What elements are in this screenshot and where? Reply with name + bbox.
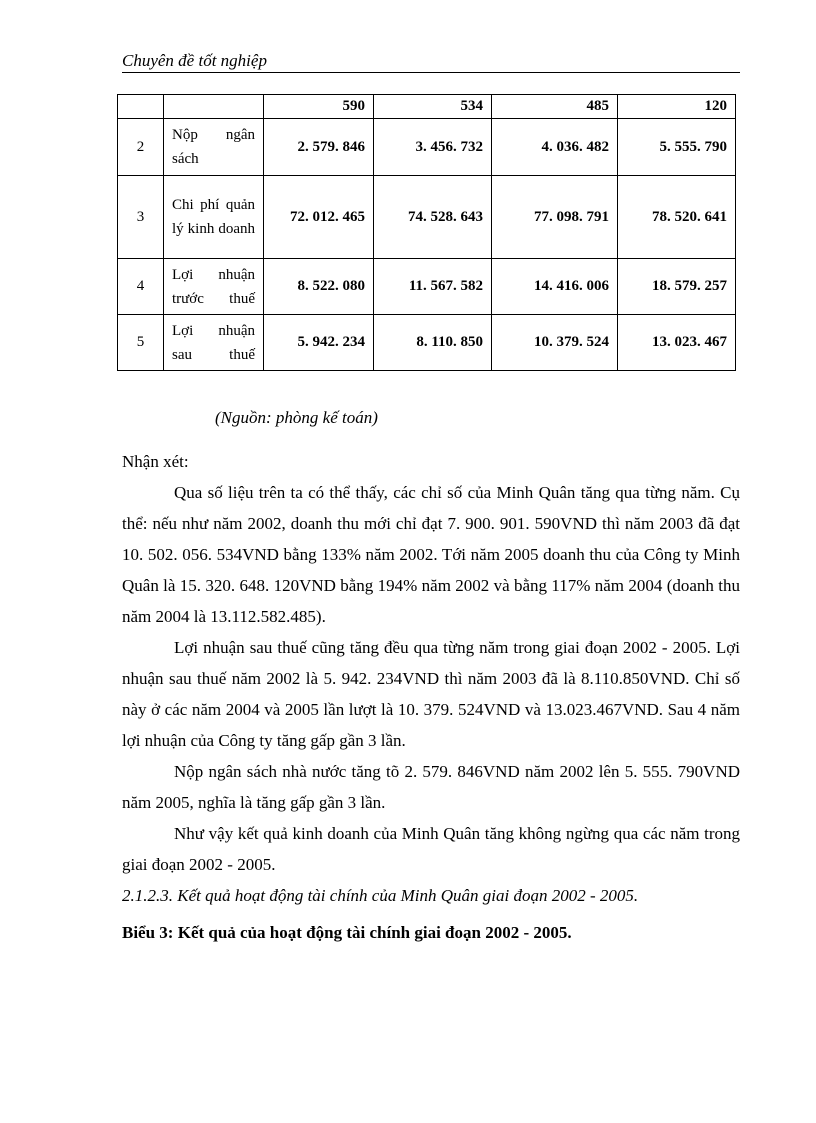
- row-number: 5: [118, 315, 164, 371]
- row-number: 2: [118, 119, 164, 176]
- table-row: [118, 95, 736, 119]
- table-row: [118, 259, 736, 315]
- cell-2003: 3. 456. 732: [374, 119, 492, 176]
- cell-2002: 590: [264, 95, 374, 119]
- cell-2005: 5. 555. 790: [618, 119, 736, 176]
- cell-2002: 8. 522. 080: [264, 259, 374, 315]
- cell-2002: 2. 579. 846: [264, 119, 374, 176]
- cell-2003: 534: [374, 95, 492, 119]
- row-label: [164, 95, 264, 119]
- remarks-heading: Nhận xét:: [122, 452, 189, 471]
- paragraph: Qua số liệu trên ta có thể thấy, các chỉ số của Minh Quân tăng qua từng năm. Cụ thể: nếu như năm 2002, doanh thu mới chỉ đạt 7. 900. 901. 590VND thì năm 2003 đã đạt 10. 502. 056. 534VND bằng 133% năm 2002. Tới năm 2005 doanh thu của Công ty Minh Quân là 15. 320. 648. 120VND bằng 194% năm 2002 và bằng 117% năm 2004 (doanh thu năm 2004 là 13.112.582.485).: [122, 483, 740, 626]
- cell-2005: 18. 579. 257: [618, 259, 736, 315]
- cell-2005: 78. 520. 641: [618, 176, 736, 259]
- cell-2003: 11. 567. 582: [374, 259, 492, 315]
- cell-2004: 14. 416. 006: [492, 259, 618, 315]
- cell-2005: 13. 023. 467: [618, 315, 736, 371]
- row-number: 3: [118, 176, 164, 259]
- cell-2002: 72. 012. 465: [264, 176, 374, 259]
- cell-2004: 485: [492, 95, 618, 119]
- row-number: [118, 95, 164, 119]
- table-row: [118, 176, 736, 259]
- document-body: [122, 446, 740, 948]
- paragraph: Như vậy kết quả kinh doanh của Minh Quân tăng không ngừng qua các năm trong giai đoạn 2002 - 2005.: [122, 824, 740, 874]
- row-label: Chi phí quản lý kinh doanh: [164, 176, 264, 259]
- paragraph: Nộp ngân sách nhà nước tăng tõ 2. 579. 846VND năm 2002 lên 5. 555. 790VND năm 2005, nghĩa là tăng gấp gần 3 lần.: [122, 762, 740, 812]
- row-number: 4: [118, 259, 164, 315]
- paragraph: Lợi nhuận sau thuế cũng tăng đều qua từng năm trong giai đoạn 2002 - 2005. Lợi nhuận sau thuế năm 2002 là 5. 942. 234VND thì năm 2003 đã là 8.110.850VND. Chỉ số này ở các năm 2004 và 2005 lần lượt là 10. 379. 524VND và 13.023.467VND. Sau 4 năm lợi nhuận của Công ty tăng gấp gần 3 lần.: [122, 638, 740, 750]
- row-label: Nộp ngân sách: [164, 119, 264, 176]
- row-label: Lợi nhuận trước thuế: [164, 259, 264, 315]
- chart-title: Biểu 3: Kết quả của hoạt động tài chính giai đoạn 2002 - 2005.: [122, 923, 572, 942]
- cell-2002: 5. 942. 234: [264, 315, 374, 371]
- cell-2003: 74. 528. 643: [374, 176, 492, 259]
- section-heading: 2.1.2.3. Kết quả hoạt động tài chính của Minh Quân giai đoạn 2002 - 2005.: [122, 886, 639, 905]
- page-header: [122, 50, 740, 73]
- row-label: Lợi nhuận sau thuế: [164, 315, 264, 371]
- cell-2003: 8. 110. 850: [374, 315, 492, 371]
- table-row: [118, 119, 736, 176]
- financial-table: [117, 94, 736, 371]
- table-row: [118, 315, 736, 371]
- cell-2004: 4. 036. 482: [492, 119, 618, 176]
- cell-2004: 77. 098. 791: [492, 176, 618, 259]
- cell-2005: 120: [618, 95, 736, 119]
- table-source: (Nguồn: phòng kế toán): [215, 408, 378, 427]
- cell-2004: 10. 379. 524: [492, 315, 618, 371]
- header-title: Chuyên đề tốt nghiệp: [122, 51, 267, 70]
